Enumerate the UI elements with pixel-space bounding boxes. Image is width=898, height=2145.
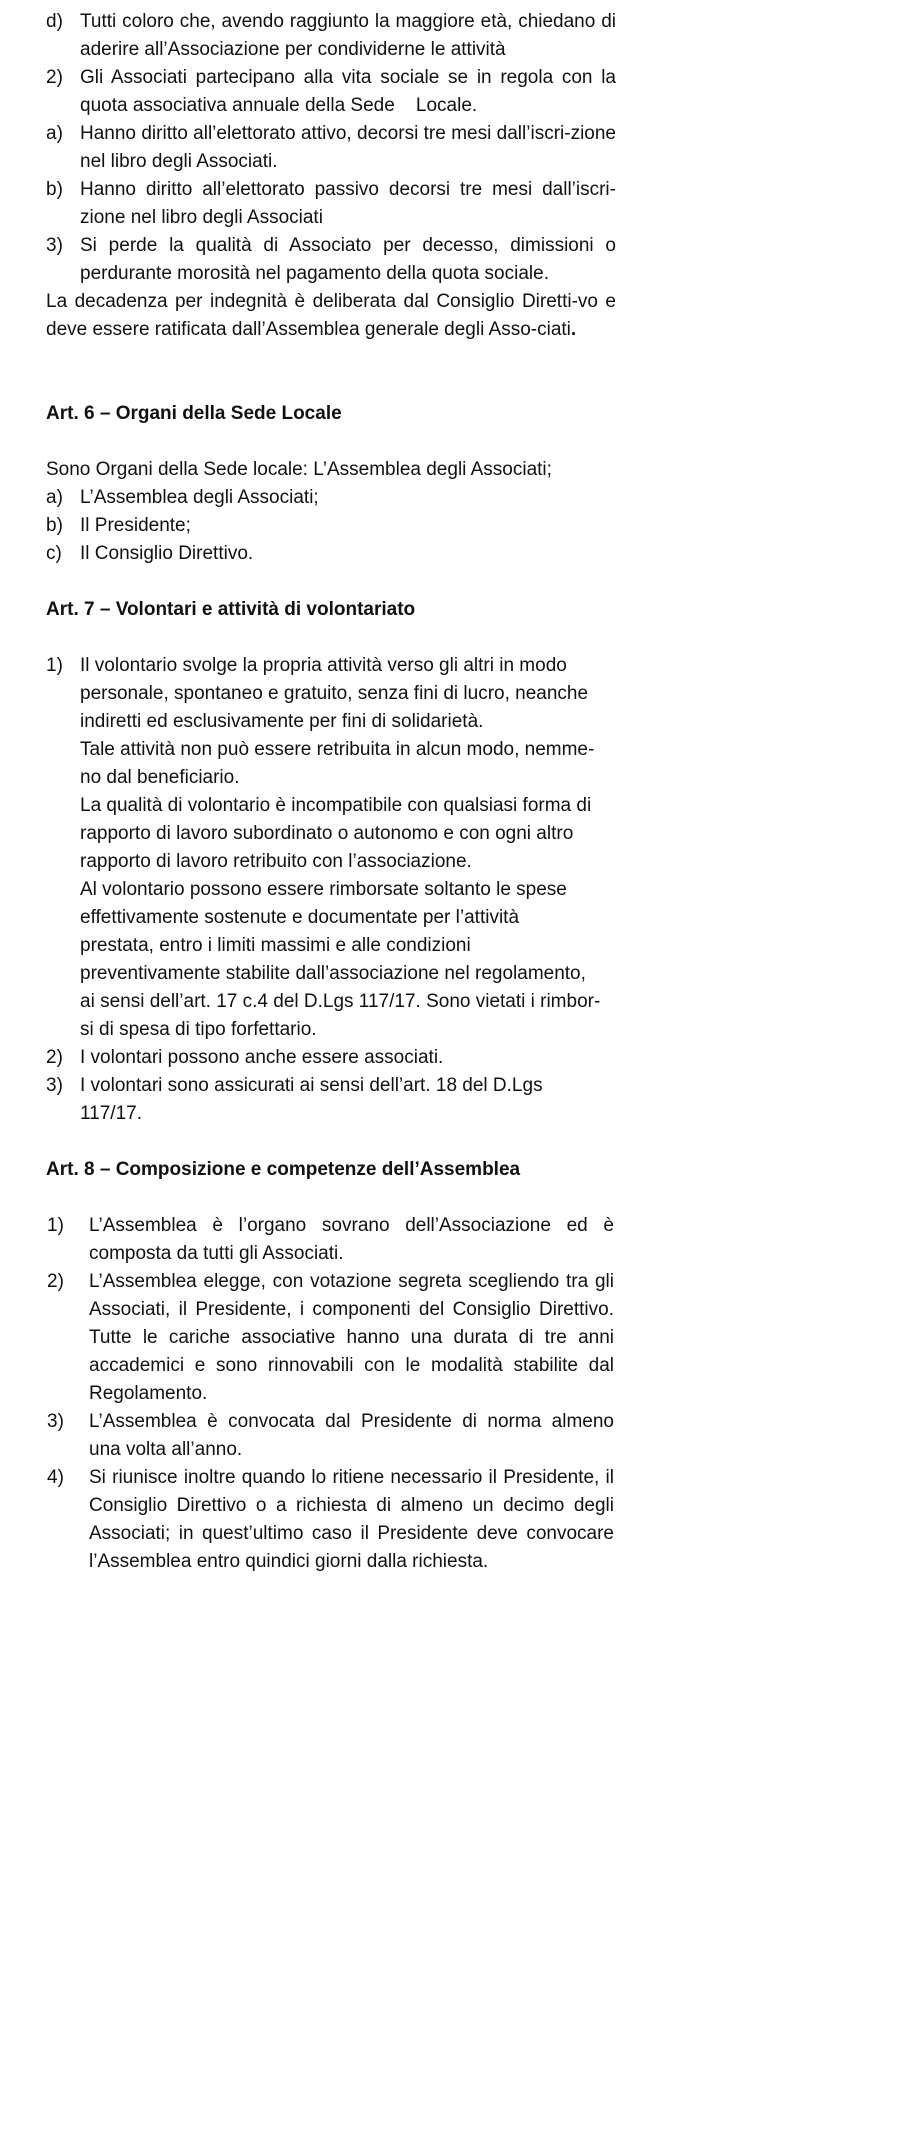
decadenza-paragraph bbox=[46, 288, 616, 344]
art7-item-1-line: La qualità di volontario è incompatibile con qualsiasi forma di bbox=[80, 795, 592, 816]
list-item-text: Il Presidente; bbox=[80, 515, 191, 536]
art7-item-1-line: effettivamente sostenute e documentate per l’attività bbox=[80, 907, 520, 928]
art7-item-3-line: I volontari sono assicurati ai sensi dell’art. 18 del D.Lgs bbox=[80, 1075, 543, 1096]
art7-item-2-line: I volontari possono anche essere associati. bbox=[80, 1047, 444, 1068]
list-item-text: Hanno diritto all’elettorato passivo decorsi tre mesi dall’iscri-zione nel libro degli Associati bbox=[80, 179, 616, 228]
list-item-text: L’Assemblea è l’organo sovrano dell’Associazione ed è composta da tutti gli Associati. bbox=[89, 1215, 614, 1264]
list-marker: 4) bbox=[47, 1467, 64, 1488]
art7-item-1-line: si di spesa di tipo forfettario. bbox=[80, 1019, 317, 1040]
art7-item-1-line: personale, spontaneo e gratuito, senza fini di lucro, neanche bbox=[80, 683, 589, 704]
list-marker: d) bbox=[46, 11, 63, 32]
art7-item-1-line: indiretti ed esclusivamente per fini di solidarietà. bbox=[80, 711, 484, 732]
list-marker: 1) bbox=[47, 1215, 64, 1236]
list-marker: a) bbox=[46, 123, 63, 144]
list-item-text: Si perde la qualità di Associato per decesso, dimissioni o perdurante morosità nel pagamento della quota sociale. bbox=[80, 235, 616, 284]
list-item-3 bbox=[46, 232, 616, 288]
list-marker: 2) bbox=[46, 1047, 63, 1068]
list-marker: a) bbox=[46, 487, 63, 508]
list-marker: 3) bbox=[46, 1075, 63, 1096]
list-item-text: L’Assemblea elegge, con votazione segreta scegliendo tra gli Associati, il Presidente, i componenti del Consiglio Direttivo. Tutte le cariche associative hanno una durata di tre anni accademici e sono rinnovabili con le modalità stabilite dal Regolamento. bbox=[89, 1271, 614, 1404]
art7-item-2 bbox=[46, 1044, 616, 1072]
list-marker: 2) bbox=[47, 1271, 64, 1292]
art7-item-1-line: prestata, entro i limiti massimi e alle condizioni bbox=[80, 935, 471, 956]
art7-heading: Art. 7 – Volontari e attività di volontariato bbox=[46, 599, 416, 620]
art8-heading: Art. 8 – Composizione e competenze dell’Assemblea bbox=[46, 1159, 521, 1180]
list-item-text: L’Assemblea è convocata dal Presidente di norma almeno una volta all’anno. bbox=[89, 1411, 614, 1460]
art7-item-1-line: Al volontario possono essere rimborsate soltanto le spese bbox=[80, 879, 567, 900]
list-item-text: Hanno diritto all’elettorato attivo, decorsi tre mesi dall’iscri-zione nel libro degli Associati. bbox=[80, 123, 616, 172]
list-item-2 bbox=[46, 64, 616, 120]
art8-item-2 bbox=[47, 1268, 614, 1408]
list-marker: b) bbox=[46, 179, 63, 200]
decadenza-end: . bbox=[570, 319, 577, 340]
art8-item-1 bbox=[47, 1212, 614, 1268]
art6-item-c bbox=[46, 540, 616, 568]
list-marker: 2) bbox=[46, 67, 63, 88]
art7-item-1-line: rapporto di lavoro subordinato o autonomo e con ogni altro bbox=[80, 823, 574, 844]
list-item-text: L’Assemblea degli Associati; bbox=[80, 487, 319, 508]
art6-heading: Art. 6 – Organi della Sede Locale bbox=[46, 403, 342, 424]
list-item-text: Gli Associati partecipano alla vita sociale se in regola con la quota associativa annuale della Sede Locale. bbox=[80, 67, 616, 116]
list-marker: 3) bbox=[46, 235, 63, 256]
list-item-text: Si riunisce inoltre quando lo ritiene necessario il Presidente, il Consiglio Direttivo o a richiesta di almeno un decimo degli Associati; in quest’ultimo caso il Presidente deve convocare l’Assemblea entro quindici giorni dalla richiesta. bbox=[89, 1467, 614, 1572]
list-item-b bbox=[46, 176, 616, 232]
art8-item-3 bbox=[47, 1408, 614, 1464]
art8-item-4 bbox=[47, 1464, 614, 1576]
art6-intro: Sono Organi della Sede locale: L’Assemblea degli Associati; bbox=[46, 459, 552, 480]
list-item-text: Tutti coloro che, avendo raggiunto la maggiore età, chiedano di aderire all’Associazione per condividerne le attività bbox=[80, 11, 616, 60]
art6-item-a bbox=[46, 484, 616, 512]
art7-item-1-line: ai sensi dell’art. 17 c.4 del D.Lgs 117/17. Sono vietati i rimbor- bbox=[80, 991, 601, 1012]
art7-item-1-line: rapporto di lavoro retribuito con l’associazione. bbox=[80, 851, 472, 872]
art6-item-b bbox=[46, 512, 616, 540]
list-item-d bbox=[46, 8, 616, 64]
list-marker: c) bbox=[46, 543, 62, 564]
list-item-text: Il Consiglio Direttivo. bbox=[80, 543, 254, 564]
art7-item-1 bbox=[46, 652, 616, 1044]
art7-item-1-line: Tale attività non può essere retribuita in alcun modo, nemme- bbox=[80, 739, 595, 760]
list-item-a bbox=[46, 120, 616, 176]
list-marker: 3) bbox=[47, 1411, 64, 1432]
art7-item-3 bbox=[46, 1072, 616, 1128]
art7-item-1-line: no dal beneficiario. bbox=[80, 767, 240, 788]
list-marker: b) bbox=[46, 515, 63, 536]
art7-item-1-line: preventivamente stabilite dall’associazione nel regolamento, bbox=[80, 963, 586, 984]
decadenza-text: La decadenza per indegnità è deliberata dal Consiglio Diretti-vo e deve essere ratificata dall’Assemblea generale degli Asso-ciati bbox=[46, 291, 616, 340]
list-marker: 1) bbox=[46, 655, 63, 676]
art7-item-3-line: 117/17. bbox=[80, 1103, 142, 1124]
art7-item-1-line: Il volontario svolge la propria attività verso gli altri in modo bbox=[80, 655, 567, 676]
